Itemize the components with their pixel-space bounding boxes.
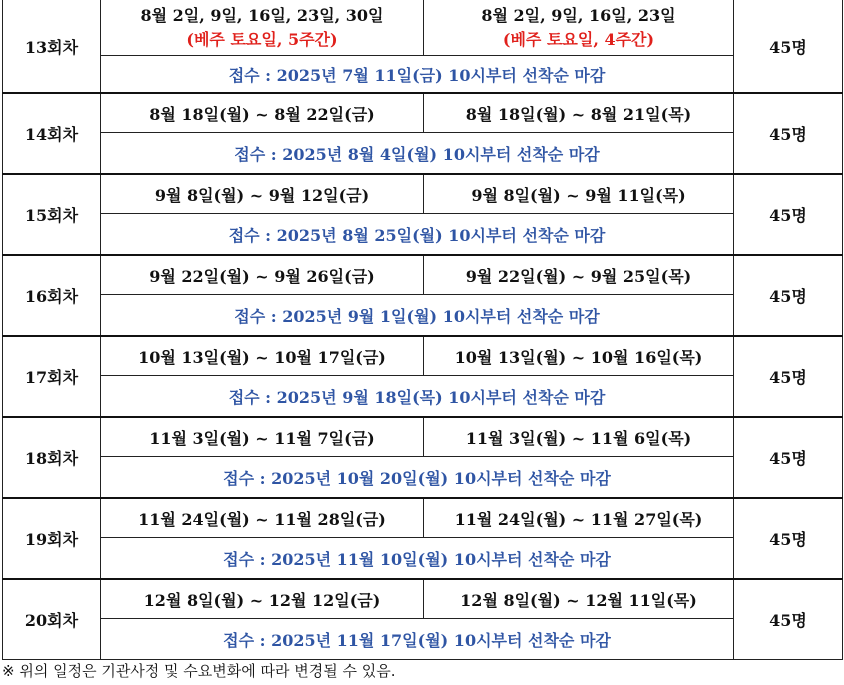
round-18-date-row	[3, 417, 843, 457]
registration-notice: 접수 : 2025년 9월 1일(월) 10시부터 선착순 마감	[101, 295, 734, 337]
date-range-4day: 11월 3일(월) ~ 11월 6일(목)	[424, 417, 734, 457]
capacity: 45명	[734, 255, 843, 336]
date-range-4day: 9월 8일(월) ~ 9월 11일(목)	[424, 174, 734, 214]
date-range-4day: 11월 24일(월) ~ 11월 27일(목)	[424, 498, 734, 538]
registration-notice: 접수 : 2025년 7월 11일(금) 10시부터 선착순 마감	[101, 56, 734, 94]
capacity: 45명	[734, 579, 843, 660]
registration-notice: 접수 : 2025년 10월 20일(월) 10시부터 선착순 마감	[101, 457, 734, 499]
capacity: 45명	[734, 336, 843, 417]
round-19-notice-row	[3, 538, 843, 580]
round-14-notice-row	[3, 133, 843, 175]
capacity: 45명	[734, 417, 843, 498]
date-list: 8월 2일, 9일, 16일, 23일, 30일	[140, 5, 384, 25]
round-label: 13회차	[3, 0, 101, 93]
round-label: 17회차	[3, 336, 101, 417]
schedule-footnote: ※ 위의 일정은 기관사정 및 수요변화에 따라 변경될 수 있음.	[2, 662, 396, 680]
capacity: 45명	[734, 174, 843, 255]
round-13-date-row	[3, 0, 843, 56]
schedule-table	[2, 0, 843, 660]
date-range-5day: 8월 18일(월) ~ 8월 22일(금)	[101, 93, 424, 133]
round-13-notice-row	[3, 56, 843, 94]
date-range-4day: 8월 18일(월) ~ 8월 21일(목)	[424, 93, 734, 133]
capacity: 45명	[734, 0, 843, 93]
round-15-date-row	[3, 174, 843, 214]
round-19-date-row	[3, 498, 843, 538]
round-label: 16회차	[3, 255, 101, 336]
date-note: (베주 토요일, 4주간)	[502, 29, 655, 49]
round-20-date-row	[3, 579, 843, 619]
round-label: 18회차	[3, 417, 101, 498]
date-note: (베주 토요일, 5주간)	[186, 29, 338, 49]
date-range-5day	[101, 0, 424, 56]
registration-notice: 접수 : 2025년 8월 25일(월) 10시부터 선착순 마감	[101, 214, 734, 256]
date-list: 8월 2일, 9일, 16일, 23일	[481, 5, 676, 25]
registration-notice: 접수 : 2025년 8월 4일(월) 10시부터 선착순 마감	[101, 133, 734, 175]
date-range-5day: 12월 8일(월) ~ 12월 12일(금)	[101, 579, 424, 619]
round-18-notice-row	[3, 457, 843, 499]
registration-notice: 접수 : 2025년 11월 17일(월) 10시부터 선착순 마감	[101, 619, 734, 660]
round-15-notice-row	[3, 214, 843, 256]
date-range-5day: 11월 3일(월) ~ 11월 7일(금)	[101, 417, 424, 457]
round-label: 15회차	[3, 174, 101, 255]
round-label: 14회차	[3, 93, 101, 174]
round-14-date-row	[3, 93, 843, 133]
round-label: 20회차	[3, 579, 101, 660]
round-16-notice-row	[3, 295, 843, 337]
round-16-date-row	[3, 255, 843, 295]
capacity: 45명	[734, 93, 843, 174]
round-20-notice-row	[3, 619, 843, 660]
date-range-4day	[424, 0, 734, 56]
registration-notice: 접수 : 2025년 11월 10일(월) 10시부터 선착순 마감	[101, 538, 734, 580]
round-17-notice-row	[3, 376, 843, 418]
round-label: 19회차	[3, 498, 101, 579]
date-range-5day: 9월 22일(월) ~ 9월 26일(금)	[101, 255, 424, 295]
round-17-date-row	[3, 336, 843, 376]
capacity: 45명	[734, 498, 843, 579]
date-range-5day: 9월 8일(월) ~ 9월 12일(금)	[101, 174, 424, 214]
registration-notice: 접수 : 2025년 9월 18일(목) 10시부터 선착순 마감	[101, 376, 734, 418]
date-range-5day: 10월 13일(월) ~ 10월 17일(금)	[101, 336, 424, 376]
date-range-4day: 9월 22일(월) ~ 9월 25일(목)	[424, 255, 734, 295]
date-range-4day: 12월 8일(월) ~ 12월 11일(목)	[424, 579, 734, 619]
date-range-5day: 11월 24일(월) ~ 11월 28일(금)	[101, 498, 424, 538]
date-range-4day: 10월 13일(월) ~ 10월 16일(목)	[424, 336, 734, 376]
